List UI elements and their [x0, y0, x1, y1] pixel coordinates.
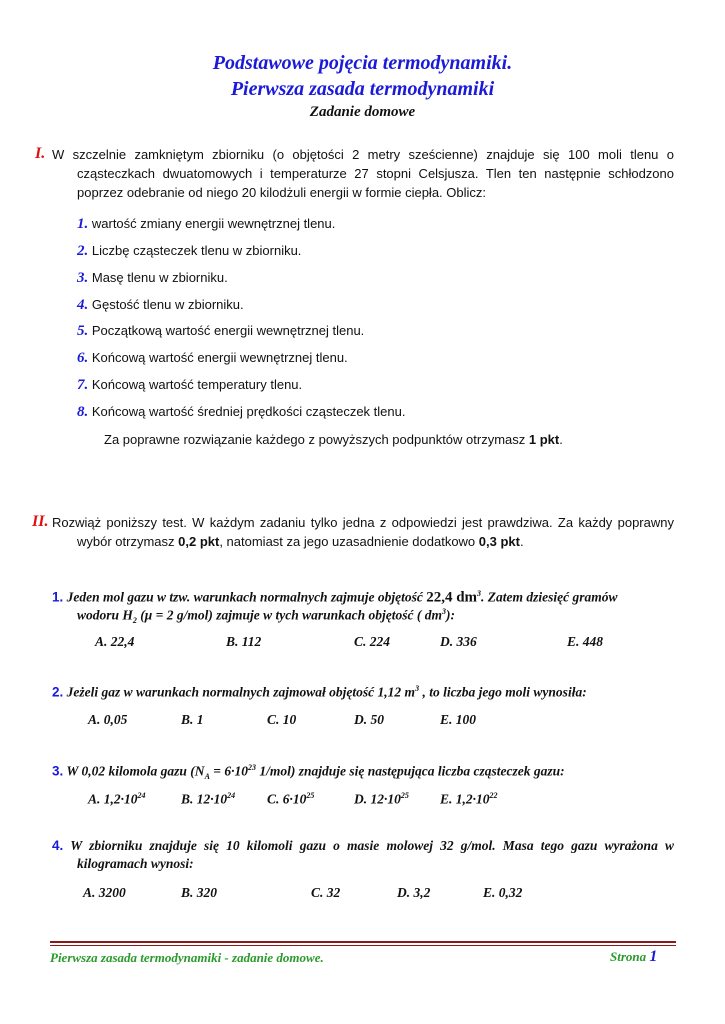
subscript: A [204, 772, 210, 782]
intro-text: wybór otrzymasz [77, 534, 179, 549]
question-text: . Zatem dziesięć gramów [481, 589, 618, 605]
points-choice: 0,2 pkt [178, 534, 220, 549]
answer-exponent: 22 [489, 791, 498, 800]
list-item-number: 7. [77, 377, 89, 393]
list-item [77, 323, 364, 340]
list-item-text: wartość zmiany energii wewnętrznej tlenu. [91, 216, 336, 231]
scoring-text: Za poprawne rozwiązanie każdego z powyższych podpunktów otrzymasz [104, 432, 529, 447]
section-2-marker: II. [32, 513, 49, 530]
answer-option[interactable] [354, 791, 409, 808]
answer-mantissa: A. 1,2 [88, 791, 121, 807]
question-number: 3. [52, 763, 64, 779]
answer-option[interactable]: C. 32 [311, 885, 341, 900]
footer-rule-thin [50, 945, 676, 946]
question-text: W zbiorniku znajduje się 10 kilomoli gazu o masie molowej 32 g/mol. Masa tego gazu wyrażona w [70, 838, 674, 853]
list-item [77, 350, 348, 367]
answer-exponent: 24 [227, 791, 236, 800]
question-text: Jeden mol gazu w tzw. warunkach normalnych zajmuje objętość [66, 589, 427, 605]
answer-option[interactable] [181, 791, 235, 808]
section-1-intro-line-3: poprzez odebranie od niego 20 kilodżuli energii w formie ciepła. Oblicz: [77, 185, 487, 200]
answer-base: 10 [476, 791, 490, 807]
answer-option[interactable]: B. 1 [181, 712, 204, 727]
question-number: 4. [52, 838, 64, 853]
section-1-scoring-note [104, 430, 563, 449]
list-item [77, 270, 228, 287]
list-item-text: Masę tlenu w zbiorniku. [91, 270, 228, 285]
page-number-value: 1 [649, 948, 658, 965]
list-item-number: 2. [77, 243, 89, 259]
section-1-intro-line-1: W szczelnie zamkniętym zbiorniku (o objętości 2 metry sześcienne) znajduje się 100 moli tlenu o [52, 147, 674, 162]
list-item [77, 216, 335, 233]
question-4-line-1 [52, 837, 674, 855]
section-2-intro-line-2 [77, 532, 524, 551]
footer-rule [50, 941, 676, 943]
multiply-dot: · [384, 791, 388, 807]
question-text: (μ = 2 g/mol) zajmuje w tych warunkach objętość ( dm [136, 607, 442, 623]
intro-text: . [519, 534, 524, 549]
answer-option[interactable]: D. 3,2 [397, 885, 431, 900]
answer-exponent: 24 [137, 791, 146, 800]
page-title-line-2: Pierwsza zasada termodynamiki [230, 78, 495, 100]
list-item [77, 297, 244, 314]
answer-option[interactable]: D. 50 [354, 712, 384, 727]
answer-option[interactable]: B. 112 [226, 634, 262, 649]
list-item-number: 6. [77, 350, 89, 366]
page-title-line-1: Podstawowe pojęcia termodynamiki. [212, 52, 513, 74]
question-1-line-2 [77, 603, 455, 630]
multiply-dot: · [289, 791, 293, 807]
answer-option[interactable]: B. 320 [181, 885, 218, 900]
question-text: W 0,02 kilomola gazu (N [66, 763, 205, 779]
answer-option[interactable]: C. 224 [354, 634, 391, 649]
list-item-text: Końcową wartość średniej prędkości cząsteczek tlenu. [91, 404, 406, 419]
question-text: , to liczba jego moli wynosiła: [419, 684, 587, 700]
subscript: 2 [132, 616, 137, 626]
question-text: ): [446, 607, 455, 623]
answer-exponent: 25 [400, 791, 409, 800]
answer-base: 10 [124, 791, 138, 807]
footer-title: Pierwsza zasada termodynamiki - zadanie domowe. [50, 950, 324, 965]
points-justification: 0,3 pkt [478, 534, 520, 549]
page-number [610, 948, 657, 966]
superscript: 3 [415, 684, 420, 693]
question-text: 10 [234, 763, 248, 779]
answer-mantissa: C. 6 [267, 791, 290, 807]
answer-option[interactable] [88, 791, 146, 808]
answer-option[interactable]: D. 336 [440, 634, 477, 649]
question-2-line-1 [52, 680, 587, 702]
answer-base: 10 [213, 791, 228, 807]
question-math-exponent: 3 [477, 589, 482, 598]
scoring-points: 1 pkt [528, 432, 560, 447]
question-math: 22,4 dm [426, 589, 478, 606]
multiply-dot: · [120, 791, 125, 807]
answer-option[interactable]: C. 10 [267, 712, 297, 727]
scoring-end: . [559, 432, 563, 447]
multiply-dot: · [210, 791, 214, 807]
intro-text: , natomiast za jego uzasadnienie dodatkowo [219, 534, 479, 549]
answer-option[interactable]: A. 22,4 [95, 634, 135, 649]
answer-option[interactable]: E. 448 [567, 634, 604, 649]
list-item-number: 4. [77, 297, 89, 313]
superscript: 3 [442, 607, 446, 616]
list-item [77, 377, 302, 394]
list-item [77, 243, 301, 260]
answer-exponent: 25 [306, 791, 315, 800]
answer-base: 10 [292, 791, 307, 807]
page-label: Strona [610, 949, 650, 964]
list-item-number: 5. [77, 323, 89, 339]
list-item-text: Końcową wartość energii wewnętrznej tlenu. [91, 350, 348, 365]
list-item-text: Liczbę cząsteczek tlenu w zbiorniku. [91, 243, 302, 258]
list-item-text: Końcową wartość temperatury tlenu. [91, 377, 303, 392]
question-number: 1. [52, 589, 64, 605]
section-1-marker: I. [35, 145, 46, 162]
list-item-number: 3. [77, 270, 89, 286]
list-item-number: 8. [77, 404, 89, 420]
list-item-text: Początkową wartość energii wewnętrznej tlenu. [91, 323, 365, 338]
answer-base: 10 [387, 791, 401, 807]
answer-mantissa: E. 1,2 [440, 791, 473, 807]
multiply-dot: · [231, 763, 235, 779]
page-subtitle: Zadanie domowe [309, 104, 416, 120]
answer-option[interactable] [267, 791, 314, 808]
question-number: 2. [52, 684, 64, 700]
question-text: Jeżeli gaz w warunkach normalnych zajmował objętość 1,12 m [66, 684, 416, 700]
multiply-dot: · [472, 791, 477, 807]
section-2-intro-line-1: Rozwiąż poniższy test. W każdym zadaniu tylko jedna z odpowiedzi jest prawdziwa. Za każdy poprawny [52, 515, 674, 530]
answer-option[interactable]: E. 100 [440, 712, 477, 727]
question-3-line-1 [52, 759, 565, 786]
answer-option[interactable]: A. 3200 [83, 885, 126, 900]
section-1-intro-line-2: cząsteczkach dwuatomowych i temperaturze 27 stopni Celsjusza. Tlen ten następnie schłodzono [77, 166, 674, 181]
question-4-line-2: kilogramach wynosi: [77, 856, 194, 871]
superscript: 23 [247, 763, 256, 772]
question-text: = 6 [209, 763, 232, 779]
answer-mantissa: D. 12 [354, 791, 384, 807]
answer-option[interactable]: A. 0,05 [88, 712, 128, 727]
answer-option[interactable]: E. 0,32 [483, 885, 523, 900]
question-text: wodoru H [77, 607, 133, 623]
list-item-text: Gęstość tlenu w zbiorniku. [91, 297, 244, 312]
answer-option[interactable] [440, 791, 498, 808]
list-item [77, 404, 405, 421]
question-text: 1/mol) znajduje się następująca liczba cząsteczek gazu: [255, 763, 565, 779]
list-item-number: 1. [77, 216, 89, 232]
answer-mantissa: B. 12 [181, 791, 211, 807]
